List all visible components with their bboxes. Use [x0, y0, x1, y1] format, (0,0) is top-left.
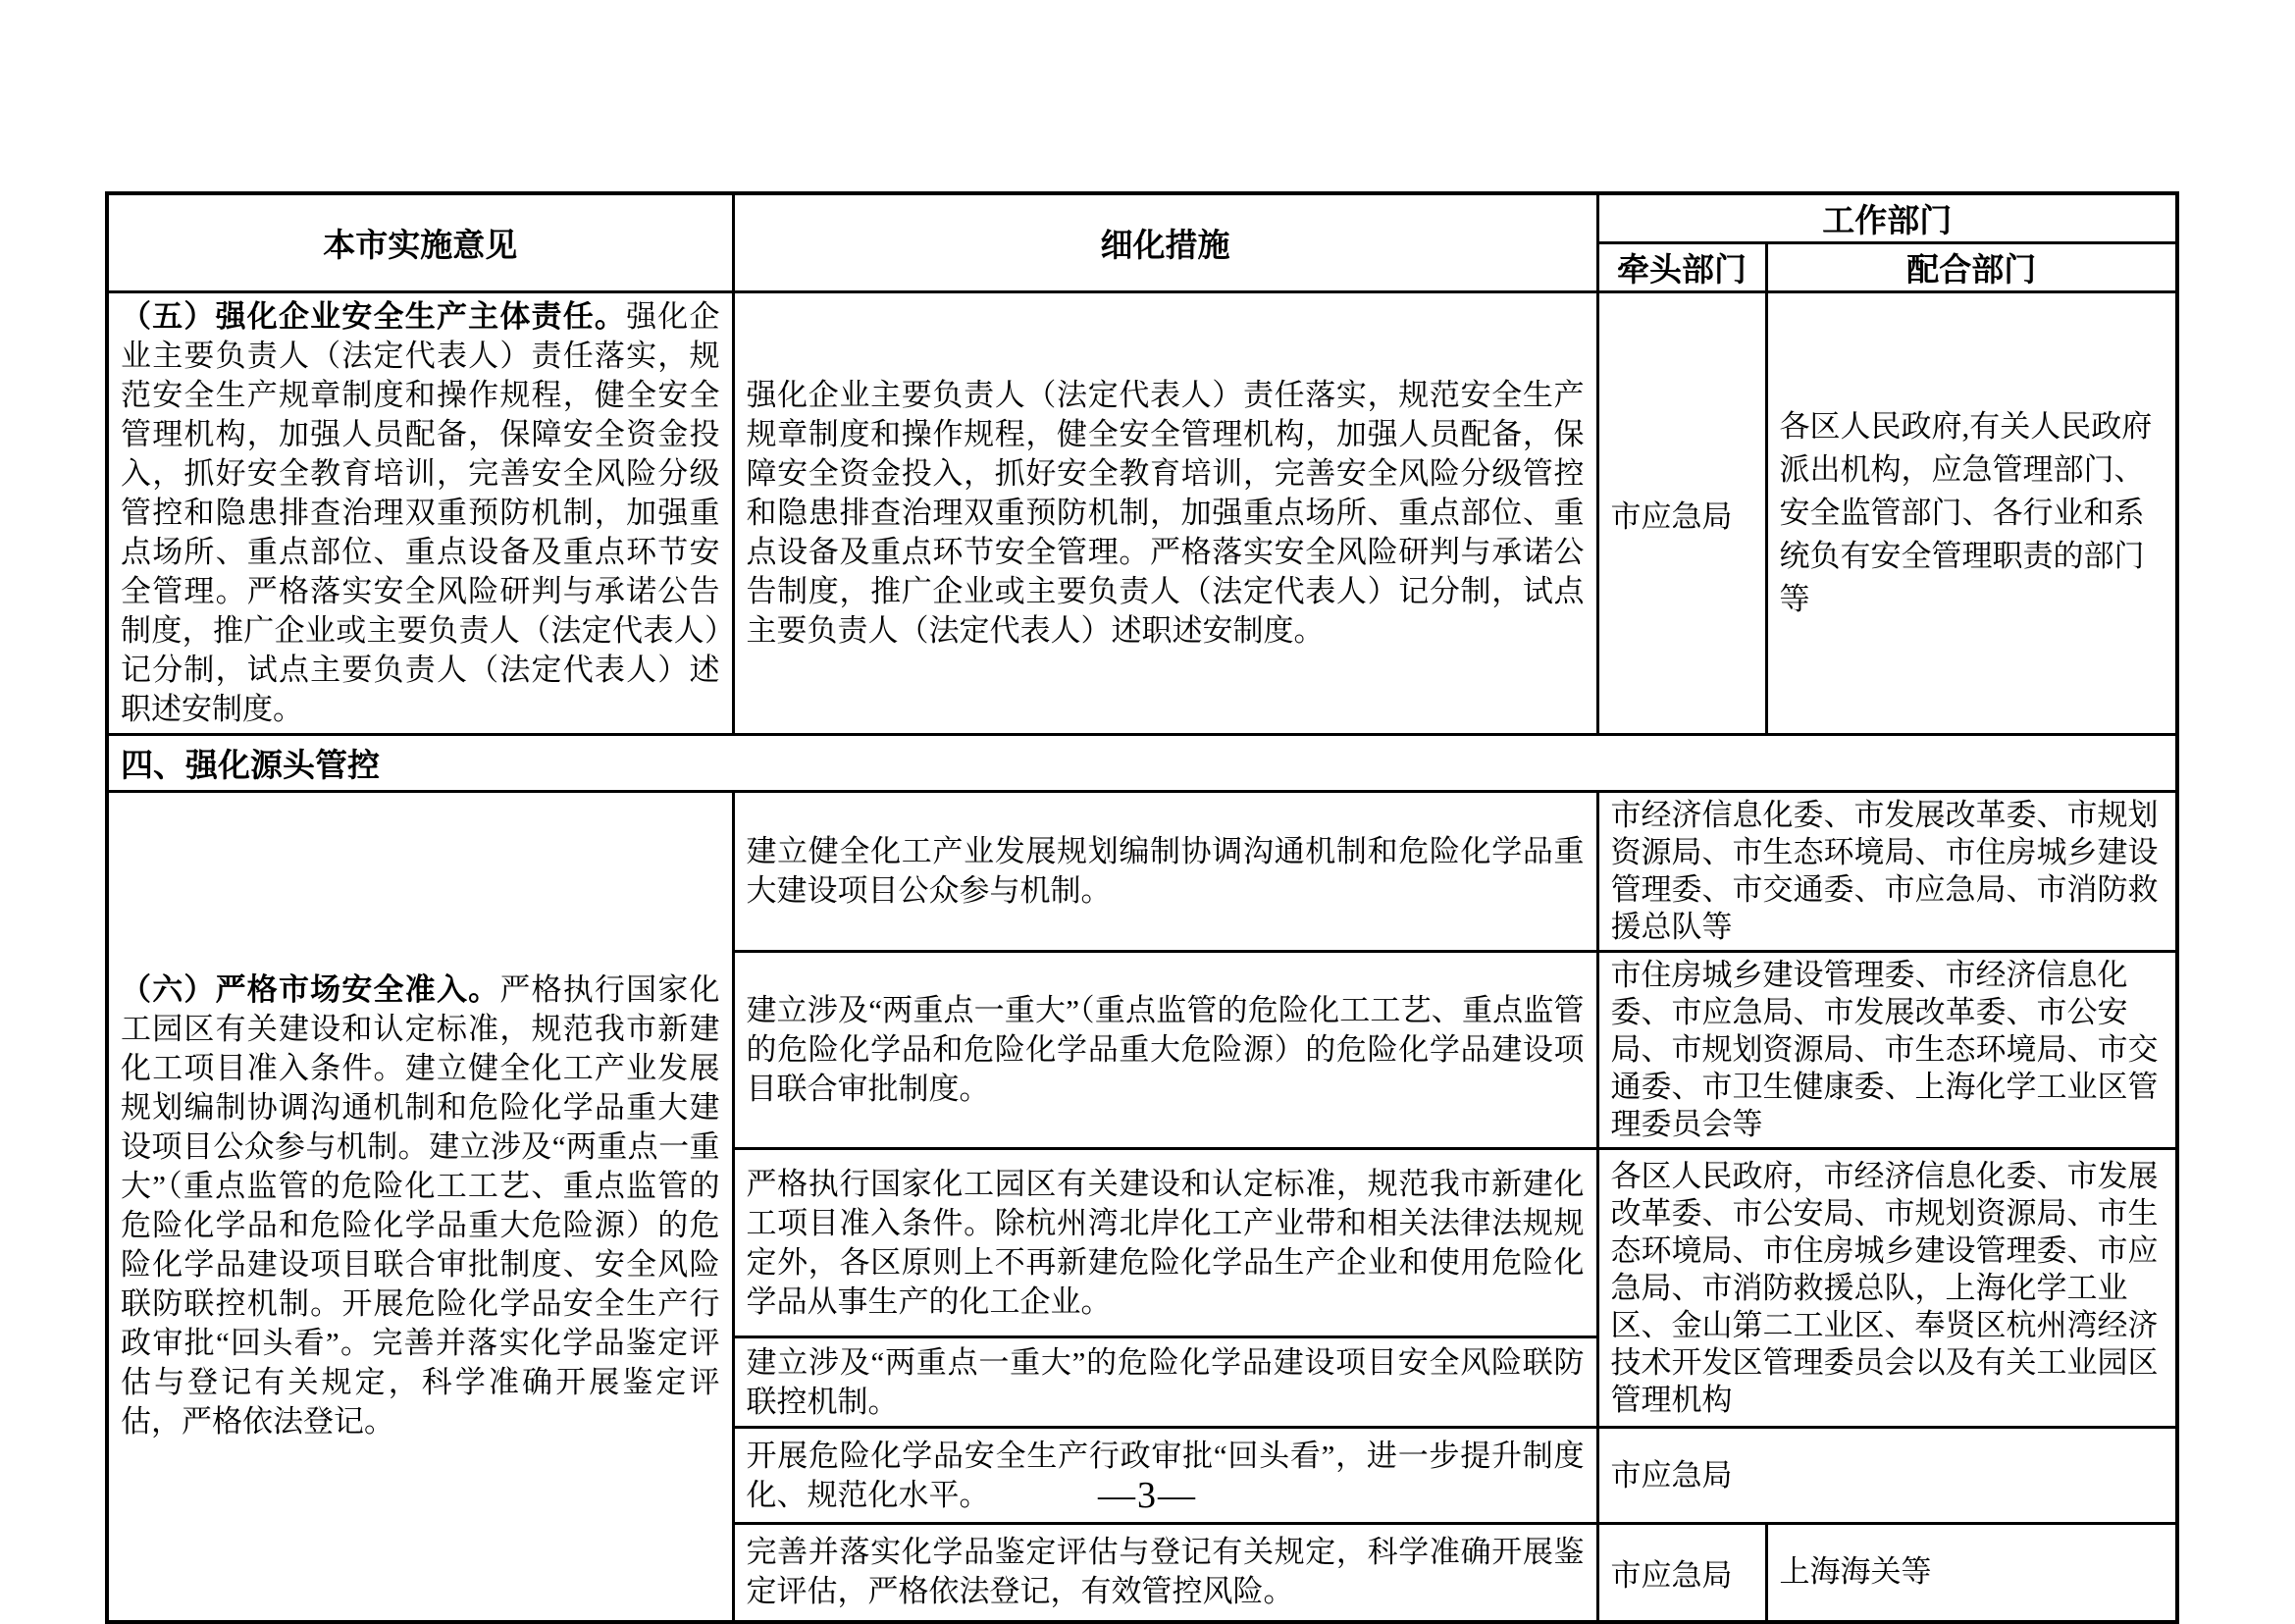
measure-2-text-cell: 建立涉及“两重点一重大”（重点监管的危险化工工艺、重点监管的危险化学品和危险化学品重大危险源）的危险化学品建设项目联合审批制度。 [733, 952, 1597, 1149]
policy-table [105, 191, 2179, 1624]
measure-5-dept-cell: 市应急局 [1597, 1428, 2177, 1524]
row-five-opinion-text: 强化企业主要负责人（法定代表人）责任落实，规范安全生产规章制度和操作规程，健全安全管理机构，加强人员配备，保障安全资金投入，抓好安全教育培训，完善安全风险分级管控和隐患排查治理双重预防机制，加强重点场所、重点部位、重点设备及重点环节安全管理。严格落实安全风险研判与承诺公告制度，推广企业或主要负责人（法定代表人）记分制，试点主要负责人（法定代表人）述职述安制度。 [121, 299, 720, 726]
measure-6-text-cell: 完善并落实化学品鉴定评估与登记有关规定，科学准确开展鉴定评估，严格依法登记，有效管控风险。 [733, 1524, 1597, 1622]
policy-table-container [105, 191, 2175, 1624]
row-five-opinion-cell [107, 292, 733, 735]
row-six-opinion-text: 严格执行国家化工园区有关建设和认定标准，规范我市新建化工项目准入条件。建立健全化工产业发展规划编制协调沟通机制和危险化学品重大建设项目公众参与机制。建立涉及“两重点一重大”（重点监管的危险化工工艺、重点监管的危险化学品和危险化学品重大危险源）的危险化学品建设项目联合审批制度、安全风险联防联控机制。开展危险化学品安全生产行政审批“回头看”。完善并落实化学品鉴定评估与登记有关规定，科学准确开展鉴定评估，严格依法登记。 [121, 972, 720, 1440]
section-row [107, 735, 2177, 792]
measure-3-4-dept-cell: 各区人民政府，市经济信息化委、市发展改革委、市公安局、市规划资源局、市生态环境局、市住房城乡建设管理委、市应急局、市消防救援总队，上海化学工业区、金山第二工业区、奉贤区杭州湾经济技术开发区管理委员会以及有关工业园区管理机构 [1597, 1149, 2177, 1428]
header-lead-dept: 牵头部门 [1597, 243, 1766, 292]
measure-6-lead-dept-cell: 市应急局 [1597, 1524, 1766, 1622]
header-coop-dept: 配合部门 [1766, 243, 2177, 292]
measure-1-dept-cell: 市经济信息化委、市发展改革委、市规划资源局、市生态环境局、市住房城乡建设管理委、市交通委、市应急局、市消防救援总队等 [1597, 792, 2177, 952]
header-measure: 细化措施 [733, 193, 1597, 292]
row-five [107, 292, 2177, 735]
measure-3-text-cell: 严格执行国家化工园区有关建设和认定标准，规范我市新建化工项目准入条件。除杭州湾北岸化工产业带和相关法律法规规定外，各区原则上不再新建危险化学品生产企业和使用危险化学品从事生产的化工企业。 [733, 1149, 1597, 1337]
measure-1-text-cell: 建立健全化工产业发展规划编制协调沟通机制和危险化学品重大建设项目公众参与机制。 [733, 792, 1597, 952]
header-work-dept: 工作部门 [1597, 193, 2177, 243]
measure-row-1 [107, 792, 2177, 952]
row-six-opinion-lead: （六）严格市场安全准入。 [121, 972, 500, 1008]
measure-6-coop-dept-cell: 上海海关等 [1766, 1524, 2177, 1622]
row-five-measure-cell: 强化企业主要负责人（法定代表人）责任落实，规范安全生产规章制度和操作规程，健全安全管理机构，加强人员配备，保障安全资金投入，抓好安全教育培训，完善安全风险分级管控和隐患排查治理双重预防机制，加强重点场所、重点部位、重点设备及重点环节安全管理。严格落实安全风险研判与承诺公告制度，推广企业或主要负责人（法定代表人）记分制，试点主要负责人（法定代表人）述职述安制度。 [733, 292, 1597, 735]
measure-4-text-cell: 建立涉及“两重点一重大”的危险化学品建设项目安全风险联防联控机制。 [733, 1337, 1597, 1428]
section-header: 四、强化源头管控 [107, 735, 2177, 792]
header-row-top [107, 193, 2177, 243]
header-opinion: 本市实施意见 [107, 193, 733, 292]
row-five-lead-dept-cell: 市应急局 [1597, 292, 1766, 735]
measure-2-dept-cell: 市住房城乡建设管理委、市经济信息化委、市应急局、市发展改革委、市公安局、市规划资源局、市生态环境局、市交通委、市卫生健康委、上海化学工业区管理委员会等 [1597, 952, 2177, 1149]
footer-page-number: —3— [1098, 1475, 1197, 1516]
row-five-opinion-lead: （五）强化企业安全生产主体责任。 [121, 299, 627, 334]
measure-5-text-cell: 开展危险化学品安全生产行政审批“回头看”，进一步提升制度化、规范化水平。 [733, 1428, 1597, 1524]
row-five-coop-dept-cell: 各区人民政府,有关人民政府派出机构，应急管理部门、安全监管部门、各行业和系统负有安全管理职责的部门等 [1766, 292, 2177, 735]
